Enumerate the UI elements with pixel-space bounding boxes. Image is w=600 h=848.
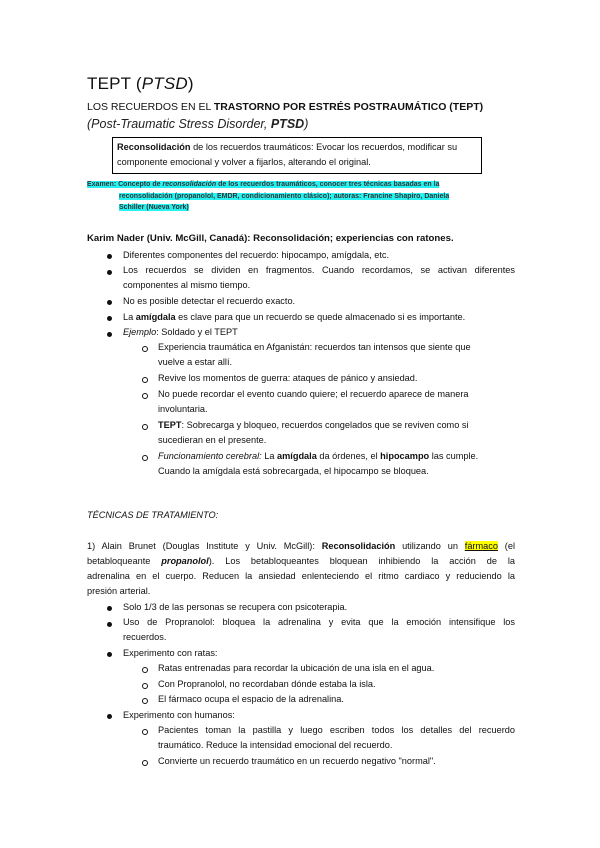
nader-s1b: vuelve a estar allí. [158, 357, 233, 367]
exam-l1-pre: Examen: Concepto de [87, 181, 163, 188]
exam-line-3 [87, 202, 515, 214]
subtitle [87, 101, 483, 113]
subtitle2-bold: PTSD [270, 117, 305, 131]
page-title [87, 74, 194, 94]
bullet-dot [107, 316, 112, 321]
brunet-l3: adrenalina en el cuerpo. Reducen la ansiedad enlenteciendo el ritmo cardiaco y reduciendo la [87, 571, 515, 581]
nader-heading: Karim Nader (Univ. McGill, Canadá): Reconsolidación; experiencias con ratones. [87, 233, 454, 244]
box-bold: Reconsolidación [117, 142, 191, 152]
brunet-l1-bold: Reconsolidación [321, 541, 396, 551]
nader-b2a: Los recuerdos se dividen en fragmentos. Cuando recordamos, se activan diferentes [123, 265, 515, 275]
nader-s3b: involuntaria. [158, 404, 208, 414]
exam-l1-italic: reconsolidación [162, 181, 217, 188]
sub-bullet-circle [142, 760, 148, 766]
bullet-dot [107, 622, 112, 627]
nader-s5-bold2: hipocampo [380, 451, 430, 461]
definition-box [112, 137, 482, 174]
nader-s5a [158, 449, 478, 464]
brunet-l2-post: ). Los betabloqueantes bloquean inhibiendo la acción de la [208, 556, 515, 566]
bullet-dot [107, 300, 112, 305]
nader-s5-italic: Funcionamiento cerebral: [158, 451, 262, 461]
title-italic: PTSD [141, 74, 188, 93]
brunet-h1b: traumático. Reduce la intensidad emocional del recuerdo. [158, 740, 393, 750]
nader-b3: No es posible detectar el recuerdo exacto. [123, 296, 296, 306]
bullet-dot [107, 652, 112, 657]
nader-b1: Diferentes componentes del recuerdo: hipocampo, amígdala, etc. [123, 250, 390, 260]
tecnicas-heading: TÉCNICAS DE TRATAMIENTO: [87, 510, 219, 520]
title-text: TEPT ( [87, 74, 142, 93]
brunet-l1-highlight: fármaco [464, 541, 498, 551]
sub-bullet-circle [142, 729, 148, 735]
sub-bullet-circle [142, 698, 148, 704]
nader-b5 [123, 325, 238, 340]
exam-line-1 [87, 179, 515, 191]
sub-bullet-circle [142, 377, 148, 383]
brunet-l2 [87, 554, 515, 569]
nader-s3a: No puede recordar el evento cuando quiere; el recuerdo aparece de manera [158, 389, 469, 399]
brunet-b2a: Uso de Propranolol: bloquea la adrenalina y evita que la emoción intensifique los [123, 617, 515, 627]
exam-note [87, 179, 515, 214]
nader-b4-post: es clave para que un recuerdo se quede almacenado si es importante. [175, 312, 466, 322]
brunet-l2-bolditalic: propanolol [161, 556, 209, 566]
sub-bullet-circle [142, 683, 148, 689]
nader-b4-bold: amígdala [135, 312, 176, 322]
brunet-h2: Convierte un recuerdo traumático en un recuerdo negativo "normal". [158, 756, 436, 766]
nader-s2: Revive los momentos de guerra: ataques de pánico y ansiedad. [158, 373, 418, 383]
nader-s4-bold: TEPT [158, 420, 182, 430]
sub-bullet-circle [142, 455, 148, 461]
nader-s4b: sucedieran en el presente. [158, 435, 267, 445]
brunet-b1: Solo 1/3 de las personas se recupera con psicoterapia. [123, 602, 348, 612]
brunet-h1a: Pacientes toman la pastilla y luego escriben todos los detalles del recuerdo [158, 725, 515, 735]
nader-s4a [158, 418, 469, 433]
bullet-dot [107, 254, 112, 259]
brunet-l1-post: (el [497, 541, 516, 551]
brunet-b4: Experimento con humanos: [123, 710, 235, 720]
brunet-l1-pre: 1) Alain Brunet (Douglas Institute y Univ. McGill): [87, 541, 322, 551]
nader-b4 [123, 310, 465, 325]
brunet-r1: Ratas entrenadas para recordar la ubicación de una isla en el agua. [158, 663, 435, 673]
nader-s5b: Cuando la amígdala está sobrecargada, el hipocampo se bloquea. [158, 466, 429, 476]
brunet-r2: Con Propranolol, no recordaban dónde estaba la isla. [158, 679, 376, 689]
brunet-l2-pre: betabloqueante [87, 556, 162, 566]
exam-l1-post: de los recuerdos traumáticos, conocer tres técnicas basadas en la [216, 181, 440, 188]
title-close: ) [187, 74, 194, 93]
box-text: de los recuerdos traumáticos: Evocar los recuerdos, modificar su componente emocional y volver a fijarlos, alterando el original. [117, 142, 458, 167]
subtitle-bold: TRASTORNO POR ESTRÉS POSTRAUMÁTICO (TEPT) [213, 101, 484, 113]
brunet-b2b: recuerdos. [123, 632, 167, 642]
exam-l2: reconsolidación (propanolol, EMDR, condicionamiento clásico); autoras: Francine Shapiro, Daniela [119, 192, 450, 200]
sub-bullet-circle [142, 424, 148, 430]
nader-b5-italic: Ejemplo [123, 327, 157, 337]
sub-bullet-circle [142, 393, 148, 399]
subtitle-pre: LOS RECUERDOS EN EL [87, 101, 214, 113]
bullet-dot [107, 606, 112, 611]
brunet-l1 [87, 539, 515, 554]
brunet-l1-mid: utilizando un [395, 541, 465, 551]
subtitle2-pre: (Post-Traumatic Stress Disorder, [87, 117, 271, 131]
nader-b5-post: : Soldado y el TEPT [156, 327, 238, 337]
exam-l3: Schiller (Nueva York) [119, 204, 189, 211]
nader-s5-post: las cumple. [429, 451, 479, 461]
brunet-b3: Experimento con ratas: [123, 648, 218, 658]
nader-b2b: componentes al mismo tiempo. [123, 280, 251, 290]
bullet-dot [107, 714, 112, 719]
nader-s5-bold1: amígdala [277, 451, 317, 461]
nader-b4-pre: La [123, 312, 136, 322]
subtitle-english [87, 117, 308, 131]
subtitle2-post: ) [304, 117, 309, 131]
brunet-l4: presión arterial. [87, 586, 151, 596]
bullet-dot [107, 332, 112, 337]
nader-s1a: Experiencia traumática en Afganistán: recuerdos tan intensos que siente que [158, 342, 471, 352]
nader-s5-mid1: La [261, 451, 277, 461]
nader-s5-mid2: da órdenes, el [316, 451, 381, 461]
brunet-r3: El fármaco ocupa el espacio de la adrenalina. [158, 694, 344, 704]
exam-line-2 [87, 191, 515, 203]
sub-bullet-circle [142, 667, 148, 673]
sub-bullet-circle [142, 346, 148, 352]
bullet-dot [107, 270, 112, 275]
nader-s4-post: : Sobrecarga y bloqueo, recuerdos congelados que se reviven como si [181, 420, 469, 430]
